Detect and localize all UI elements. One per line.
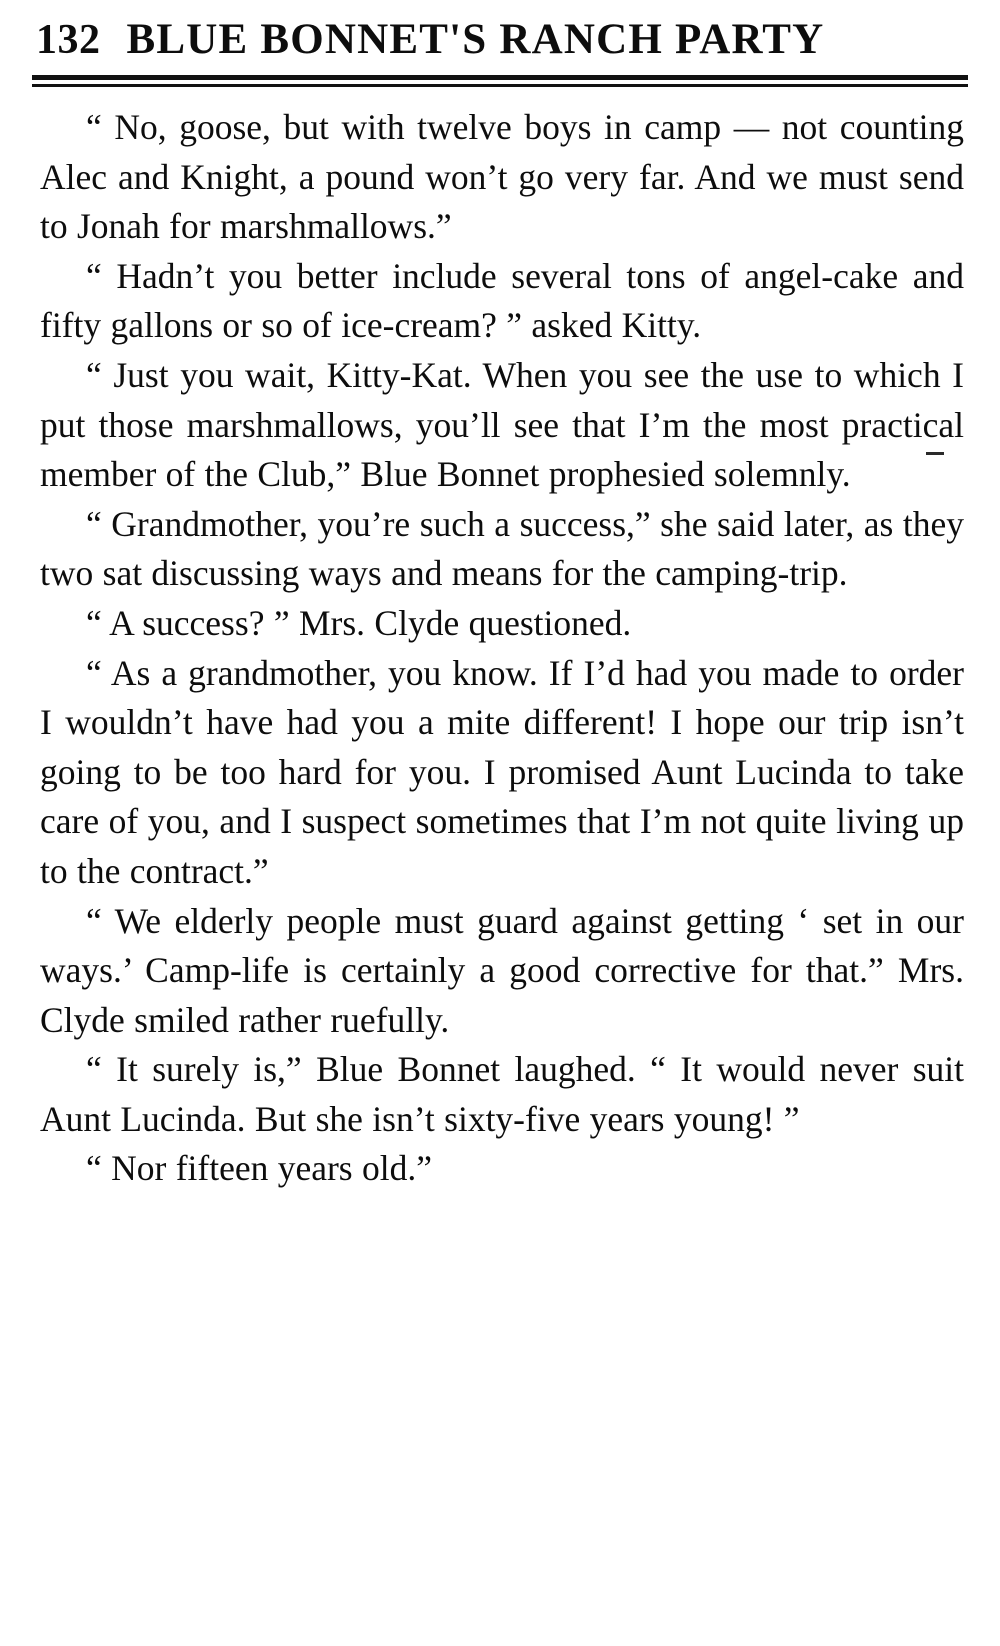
paragraph: “ Grandmother, you’re such a success,” she said later, as they two sat discussing ways and means for the camping-trip. bbox=[40, 503, 964, 594]
paragraph: “ It surely is,” Blue Bonnet laughed. “ It would never suit Aunt Lucinda. But she isn’t sixty-five years young! ” bbox=[40, 1049, 964, 1139]
stray-ink-mark bbox=[926, 452, 944, 455]
body-text bbox=[30, 103, 970, 1194]
paragraph: “ Just you wait, Kitty-Kat. When you see the use to which I put those marshmallows, you’ll see that I’m the most practical member of the Club,” Blue Bonnet prophesied solemnly. bbox=[40, 354, 964, 495]
paragraph: “ Nor fifteen years old.” bbox=[86, 1148, 432, 1189]
paragraph: “ We elderly people must guard against getting ‘ set in our ways.’ Camp-life is certainly a good corrective for that.” Mrs. Clyde smiled rather ruefully. bbox=[40, 900, 964, 1040]
paragraph: “ Hadn’t you better include several tons of angel-cake and fifty gallons or so of ice-cream? ” asked Kitty. bbox=[40, 255, 964, 346]
paragraph: “ A success? ” Mrs. Clyde questioned. bbox=[86, 602, 632, 643]
running-head bbox=[30, 18, 970, 61]
header-rule-thin bbox=[32, 84, 968, 87]
paragraph: “ No, goose, but with twelve boys in camp — not counting Alec and Knight, a pound won’t go very far. And we must send to Jonah for marshmallows.” bbox=[40, 107, 964, 247]
header-rule bbox=[30, 75, 970, 87]
running-head-title: BLUE BONNET'S RANCH PARTY bbox=[126, 16, 825, 63]
page-number: 132 bbox=[36, 17, 101, 63]
paragraph: “ As a grandmother, you know. If I’d had you made to order I wouldn’t have had you a mite different! I hope our trip isn’t going to be too hard for you. I promised Aunt Lucinda to take care of you, and I suspect sometimes that I’m not quite living up to the contract.” bbox=[40, 652, 964, 891]
